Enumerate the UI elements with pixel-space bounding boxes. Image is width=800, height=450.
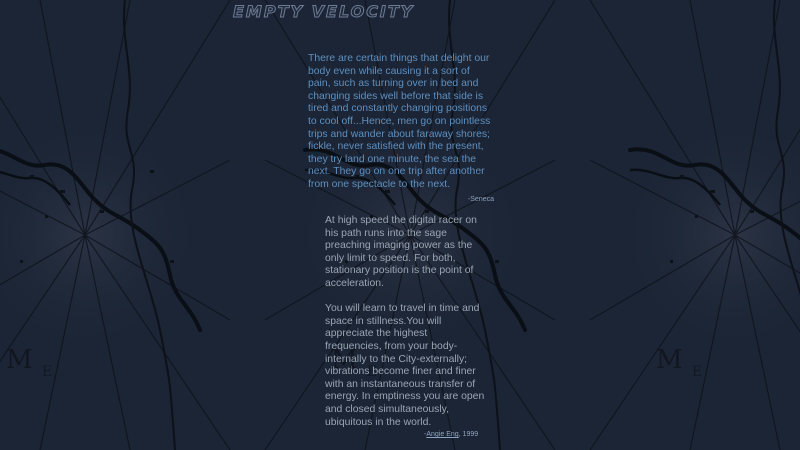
quote-text: There are certain things that delight our body even while causing it a sort of pain, such as turning over in bed and changing sides well before that side is tired and constantly changing positions to cool off...Hence, men go on pointless trips and wander about faraway shores; fickle, never satisfied with the present, they try land one minute, the sea the next. They go on one trip after another from one spectacle to the next.: [308, 53, 491, 190]
site-title: EMPTY VELOCITY: [233, 2, 415, 21]
essay-paragraph-2: You will learn to travel in time and space in stillness.You will appreciate the highest frequencies, from your body-internally to the City-externally; vibrations become finer and finer with an instantaneous transfer of energy. In emptiness you are open and closed simultaneously, ubiquitous in the world.: [325, 303, 485, 428]
seneca-quote: [308, 53, 494, 203]
attribution-year: , 1999: [458, 431, 479, 438]
author-link[interactable]: Angie Eng: [426, 431, 459, 438]
essay-paragraph-1: At high speed the digital racer on his path runs into the sage preaching imaging power as the only limit to speed. For both, stationary position is the point of acceleration.: [325, 215, 477, 289]
quote-attribution: -Seneca: [467, 195, 494, 203]
essay-attribution: [424, 431, 478, 438]
essay: [325, 215, 485, 429]
attribution-prefix: -: [424, 431, 427, 438]
